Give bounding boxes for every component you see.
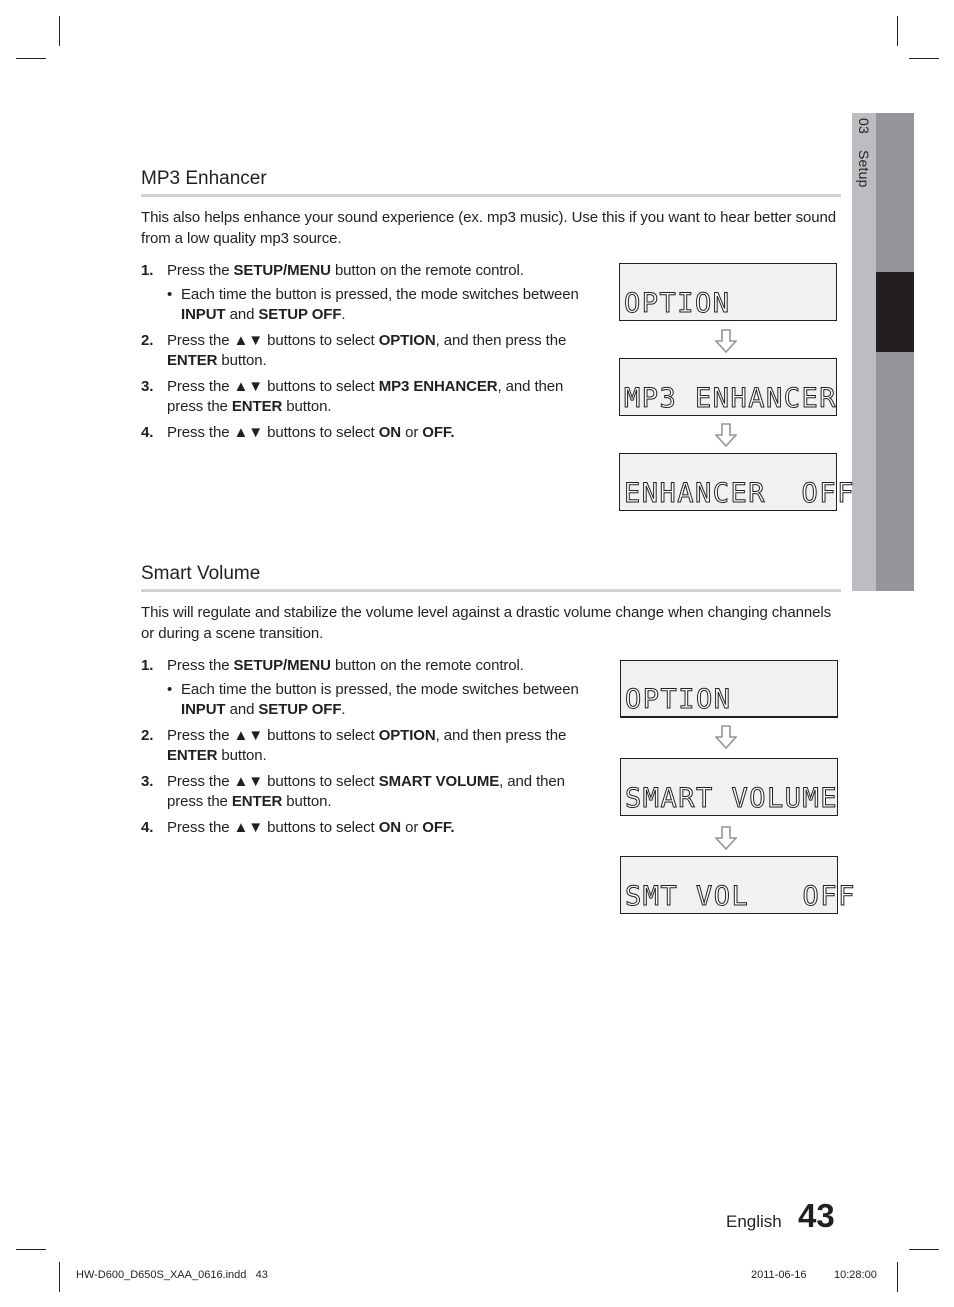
page-number: 43 xyxy=(798,1197,835,1234)
chapter-tab-band xyxy=(876,113,914,591)
down-arrow-icon xyxy=(715,725,737,749)
smart-volume-steps xyxy=(141,656,601,843)
step-text: or xyxy=(401,423,423,441)
step-number: 2. xyxy=(141,726,154,744)
crop-mark xyxy=(16,58,46,59)
step-number: 3. xyxy=(141,377,154,395)
down-arrow-icon xyxy=(715,329,737,353)
lcd-text: SMART VOLUME xyxy=(625,783,839,814)
chapter-title: Setup xyxy=(856,150,872,188)
slug-date: 2011-06-16 xyxy=(751,1269,807,1281)
step-keyword: ON xyxy=(378,423,402,441)
step-text: Press the ▲▼ buttons to select xyxy=(167,331,379,349)
lcd-display xyxy=(619,453,855,511)
bullet-text: Each time the button is pressed, the mode switches between xyxy=(181,285,579,303)
crop-mark xyxy=(59,16,60,46)
step-text: , and then press the xyxy=(435,331,567,349)
lcd-display xyxy=(620,660,838,718)
step-text: Press the ▲▼ buttons to select xyxy=(167,377,379,395)
smart-volume-section xyxy=(141,563,841,644)
step xyxy=(141,261,601,326)
crop-mark xyxy=(909,58,939,59)
step xyxy=(141,772,601,813)
section-intro: This also helps enhance your sound experience (ex. mp3 music). Use this if you want to hear better sound from a low quality mp3 source. xyxy=(141,209,836,247)
bullet-keyword: INPUT xyxy=(181,701,226,718)
step-bullet xyxy=(167,285,601,326)
step-number: 4. xyxy=(141,818,154,836)
step-text: , and then press the xyxy=(435,726,567,744)
step-keyword: OFF. xyxy=(422,423,455,441)
bullet-dot: • xyxy=(167,285,173,303)
step-text: or xyxy=(401,818,423,836)
crop-mark xyxy=(59,1262,60,1292)
step-text: , and then press the xyxy=(167,377,564,415)
step-number: 1. xyxy=(141,262,154,279)
step-keyword: ON xyxy=(378,818,402,836)
step-text: Press the xyxy=(167,262,234,279)
lcd-text: ENHANCER OFF xyxy=(624,478,855,509)
lcd-display xyxy=(620,758,838,816)
bullet-keyword: INPUT xyxy=(181,306,226,323)
step-keyword: SMART VOLUME xyxy=(378,772,500,790)
step-text: Press the ▲▼ buttons to select xyxy=(167,726,379,744)
step-bullet xyxy=(167,680,601,721)
step-number: 3. xyxy=(141,772,154,790)
step-keyword: ENTER xyxy=(231,793,283,810)
step-text: button on the remote control. xyxy=(330,657,524,674)
lcd-text: OPTION xyxy=(624,288,731,319)
step-number: 1. xyxy=(141,657,154,674)
step-text: Press the ▲▼ buttons to select xyxy=(167,772,379,790)
step xyxy=(141,656,601,721)
bullet-keyword: SETUP OFF xyxy=(258,306,342,323)
mp3-enhancer-section xyxy=(141,168,841,249)
chapter-label xyxy=(856,118,872,200)
step-keyword: ENTER xyxy=(231,398,283,415)
step-number: 4. xyxy=(141,423,154,441)
step-keyword: MP3 ENHANCER xyxy=(378,377,498,395)
step-text: button. xyxy=(217,352,267,369)
bullet-dot: • xyxy=(167,680,173,698)
step xyxy=(141,377,601,418)
step xyxy=(141,331,601,372)
down-arrow-icon xyxy=(715,423,737,447)
lcd-display xyxy=(619,358,837,416)
lcd-text: SMT VOL OFF xyxy=(625,881,856,912)
step-text: Press the ▲▼ buttons to select xyxy=(167,423,379,441)
step-text: button. xyxy=(282,793,332,810)
step-keyword: SETUP/MENU xyxy=(233,657,331,674)
step-keyword: OPTION xyxy=(378,726,436,744)
step-text: , and then press the xyxy=(167,772,565,810)
step-keyword: ENTER xyxy=(167,352,218,369)
step-keyword: OFF. xyxy=(422,818,455,836)
bullet-text: and xyxy=(225,701,259,718)
step-number: 2. xyxy=(141,331,154,349)
chapter-number: 03 xyxy=(856,118,872,134)
bullet-text: . xyxy=(341,701,346,718)
step-text: button. xyxy=(282,398,332,415)
section-title: Smart Volume xyxy=(141,563,841,592)
mp3-steps xyxy=(141,261,601,448)
section-title: MP3 Enhancer xyxy=(141,168,841,197)
crop-mark xyxy=(909,1249,939,1250)
down-arrow-icon xyxy=(715,826,737,850)
crop-mark xyxy=(897,16,898,46)
step-keyword: SETUP/MENU xyxy=(233,262,331,279)
bullet-text: . xyxy=(341,306,346,323)
lcd-display xyxy=(620,856,856,914)
bullet-keyword: SETUP OFF xyxy=(258,701,342,718)
chapter-tab-marker xyxy=(876,272,914,352)
bullet-text: and xyxy=(225,306,259,323)
step-text: Press the xyxy=(167,657,234,674)
lcd-text: OPTION xyxy=(625,684,732,715)
bullet-text: Each time the button is pressed, the mode switches between xyxy=(181,680,579,698)
crop-mark xyxy=(16,1249,46,1250)
slug-filename: HW-D600_D650S_XAA_0616.indd 43 xyxy=(76,1269,268,1281)
footer-language: English xyxy=(726,1212,782,1231)
step-keyword: OPTION xyxy=(378,331,436,349)
step-text: button on the remote control. xyxy=(330,262,524,279)
crop-mark xyxy=(897,1262,898,1292)
slug-time: 10:28:00 xyxy=(834,1269,877,1281)
step-text: Press the ▲▼ buttons to select xyxy=(167,818,379,836)
lcd-text: MP3 ENHANCER xyxy=(624,383,838,414)
step xyxy=(141,726,601,767)
step xyxy=(141,818,601,839)
step xyxy=(141,423,601,444)
step-keyword: ENTER xyxy=(167,747,218,764)
step-text: button. xyxy=(217,747,267,764)
lcd-display xyxy=(619,263,837,321)
section-intro: This will regulate and stabilize the volume level against a drastic volume change when changing channels or during a scene transition. xyxy=(141,604,832,642)
